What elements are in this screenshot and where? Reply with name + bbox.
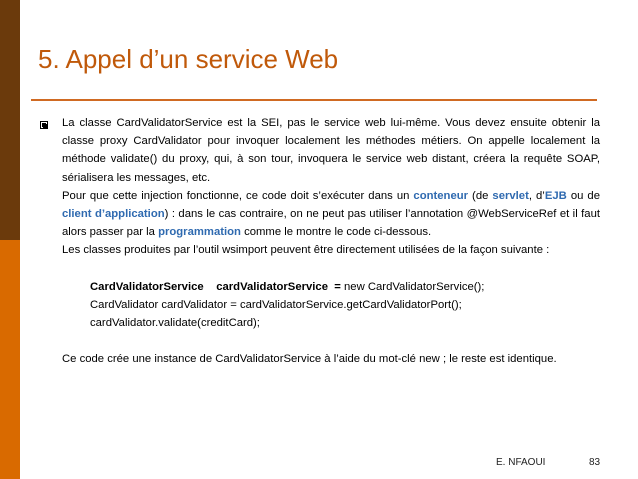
keyword-client-application: client d’application [62, 208, 165, 221]
code-line-3: cardValidator.validate(creditCard); [90, 317, 260, 330]
keyword-programmation: programmation [158, 226, 241, 239]
square-bullet-icon [40, 121, 48, 129]
slide-title: 5. Appel d’un service Web [38, 44, 339, 74]
sidebar-accent-light [0, 240, 20, 479]
paragraph-sei: La classe CardValidatorService est la SEI, pas le service web lui-même. Vous devez ensuite obtenir la classe proxy CardValidator pour invoquer localement les méthodes métiers. On appelle localement la méthode validate() du proxy, qui, à son tour, invoquera le service web distant, créera la requête SOAP, sérialisera les messages, etc. [62, 117, 600, 184]
code-line-1: CardValidatorService cardValidatorService = new CardValidatorService(); [90, 280, 485, 293]
footer-author: E. NFAOUI [496, 457, 546, 468]
title-divider [31, 99, 597, 101]
code-line-2: CardValidator cardValidator = cardValidatorService.getCardValidatorPort(); [90, 298, 462, 311]
keyword-ejb: EJB [544, 189, 567, 202]
slide-body [62, 114, 600, 368]
paragraph-wsimport: Les classes produites par l’outil wsimport peuvent être directement utilisées de la façon suivante : [62, 244, 550, 257]
keyword-conteneur: conteneur [413, 189, 469, 202]
sidebar-accent-dark [0, 0, 20, 240]
paragraph-injection: Pour que cette injection fonctionne, ce code doit s’exécuter dans un conteneur (de servlet, d’EJB ou de client d’application) : dans le cas contraire, on ne peut pas utiliser l’annotation @WebServiceRef et il faut alors passer par la programmation comme le montre le code ci-dessous. [62, 189, 600, 239]
page-number: 83 [589, 457, 601, 468]
paragraph-conclusion: Ce code crée une instance de CardValidatorService à l’aide du mot-clé new ; le reste est identique. [62, 353, 557, 366]
keyword-servlet: servlet [492, 189, 529, 202]
